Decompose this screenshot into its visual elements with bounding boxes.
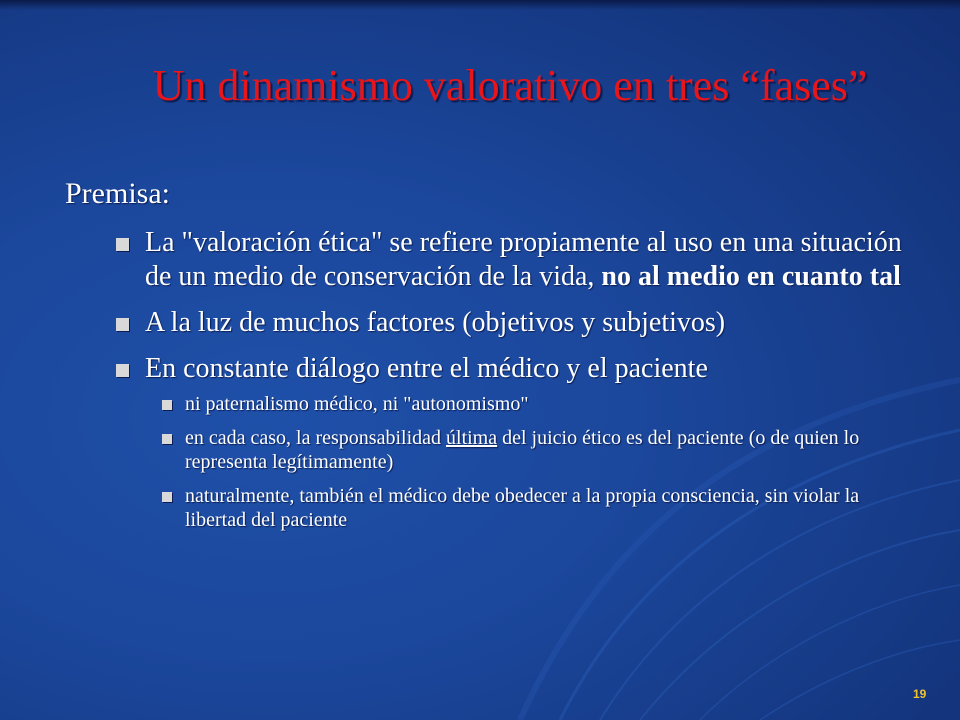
sub-bullet-3-text: naturalmente, también el médico debe obedecer a la propia consciencia, sin violar la libertad del paciente [185, 485, 860, 531]
bullet-3-text: En constante diálogo entre el médico y el paciente [145, 353, 708, 384]
sub-bullet-list [65, 392, 915, 532]
bullet-1-text: La "valoración ética" se refiere propiamente al uso en una situación de un medio de conservación de la vida, [145, 227, 902, 292]
square-bullet-icon [162, 492, 172, 502]
square-bullet-icon [116, 364, 129, 377]
page-number: 19 [913, 687, 927, 701]
bullet-1-bold-text: no al medio en cuanto tal [601, 261, 901, 292]
sub-bullet-item-2 [65, 426, 915, 474]
slide-title: Un dinamismo valorativo en tres “fases” [152, 61, 868, 110]
sub-bullet-2-text-post: del juicio ético es del paciente (o de quien lo representa legítimamente) [185, 427, 860, 473]
slide-content [65, 176, 915, 542]
sub-bullet-2-underlined-text: última [446, 427, 498, 449]
square-bullet-icon [116, 318, 129, 331]
bullet-list [65, 226, 915, 386]
sub-bullet-2-text-pre: en cada caso, la responsabilidad [185, 427, 447, 449]
bullet-item-1 [65, 226, 915, 294]
square-bullet-icon [116, 238, 129, 251]
bullet-2-text: A la luz de muchos factores (objetivos y subjetivos) [145, 307, 726, 338]
bullet-item-3 [65, 352, 915, 386]
square-bullet-icon [162, 400, 172, 410]
sub-bullet-item-1 [65, 392, 915, 416]
sub-bullet-item-3 [65, 484, 915, 532]
square-bullet-icon [162, 434, 172, 444]
top-shadow-bar [0, 0, 960, 10]
premise-label: Premisa: [65, 177, 170, 210]
bullet-item-2 [65, 306, 915, 340]
sub-bullet-1-text: ni paternalismo médico, ni "autonomismo" [185, 393, 529, 415]
